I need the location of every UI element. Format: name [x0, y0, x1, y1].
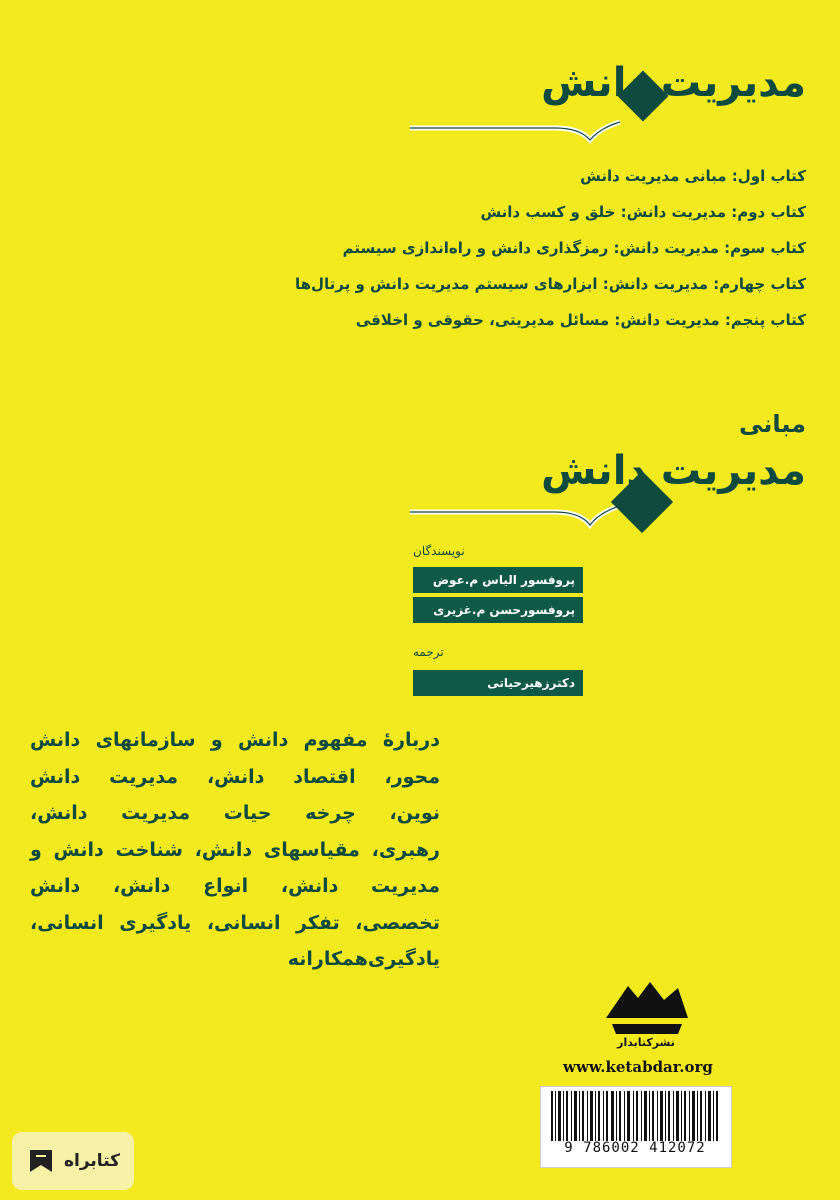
book-5: کتاب پنجم: مدیریت دانش: مسائل مدیریتی، حقوقی و اخلاقی	[355, 311, 806, 329]
publisher-website: www.ketabdar.org	[563, 1058, 713, 1076]
translator-label: ترجمه	[413, 645, 444, 659]
book-1: کتاب اول: مبانی مدیریت دانش	[580, 167, 806, 185]
description-line: مدیریت دانش، انواع دانش، دانش	[30, 875, 440, 897]
translator-name: دکترزهیرحیاتی	[413, 670, 583, 696]
book-title-prefix: مبانی	[739, 410, 806, 438]
book-3: کتاب سوم: مدیریت دانش: رمزگذاری دانش و راه‌اندازی سیستم	[342, 239, 806, 257]
barcode-icon	[541, 1091, 731, 1145]
isbn-digits: 9 786002 412072	[564, 1140, 706, 1156]
book-series-list	[294, 158, 806, 338]
book-title-main: مدیریت دانش	[541, 448, 806, 494]
watermark-text: کتابراه	[63, 1151, 121, 1171]
description-line: دربارهٔ مفهوم دانش و سازمانهای دانش	[30, 729, 440, 751]
description-line: تخصصی، تفکر انسانی، یادگیری انسانی،	[30, 911, 440, 934]
series-title: مدیریت دانش	[541, 60, 806, 106]
description-line: نوین، چرخه حیات مدیریت دانش،	[30, 802, 440, 824]
watermark-badge	[12, 1132, 134, 1190]
bookmark-icon	[26, 1146, 56, 1176]
description-line: یادگیری‌همکارانه	[287, 948, 440, 970]
author-2: پروفسورحسن م.غزیری	[413, 597, 583, 623]
description-line: محور، اقتصاد دانش، مدیریت دانش	[30, 765, 440, 788]
description-line: رهبری، مقیاسهای دانش، شناخت دانش و	[30, 838, 440, 861]
authors-label: نویسندگان	[413, 544, 465, 558]
author-1: پروفسور الیاس م.عوض	[413, 567, 583, 593]
book-description	[30, 722, 440, 978]
book-2: کتاب دوم: مدیریت دانش: خلق و کسب دانش	[480, 203, 806, 221]
publisher-name: نشرکتابدار	[617, 1036, 675, 1049]
book-4: کتاب چهارم: مدیریت دانش: ابزارهای سیستم مدیریت دانش و پرتال‌ها	[294, 275, 806, 293]
